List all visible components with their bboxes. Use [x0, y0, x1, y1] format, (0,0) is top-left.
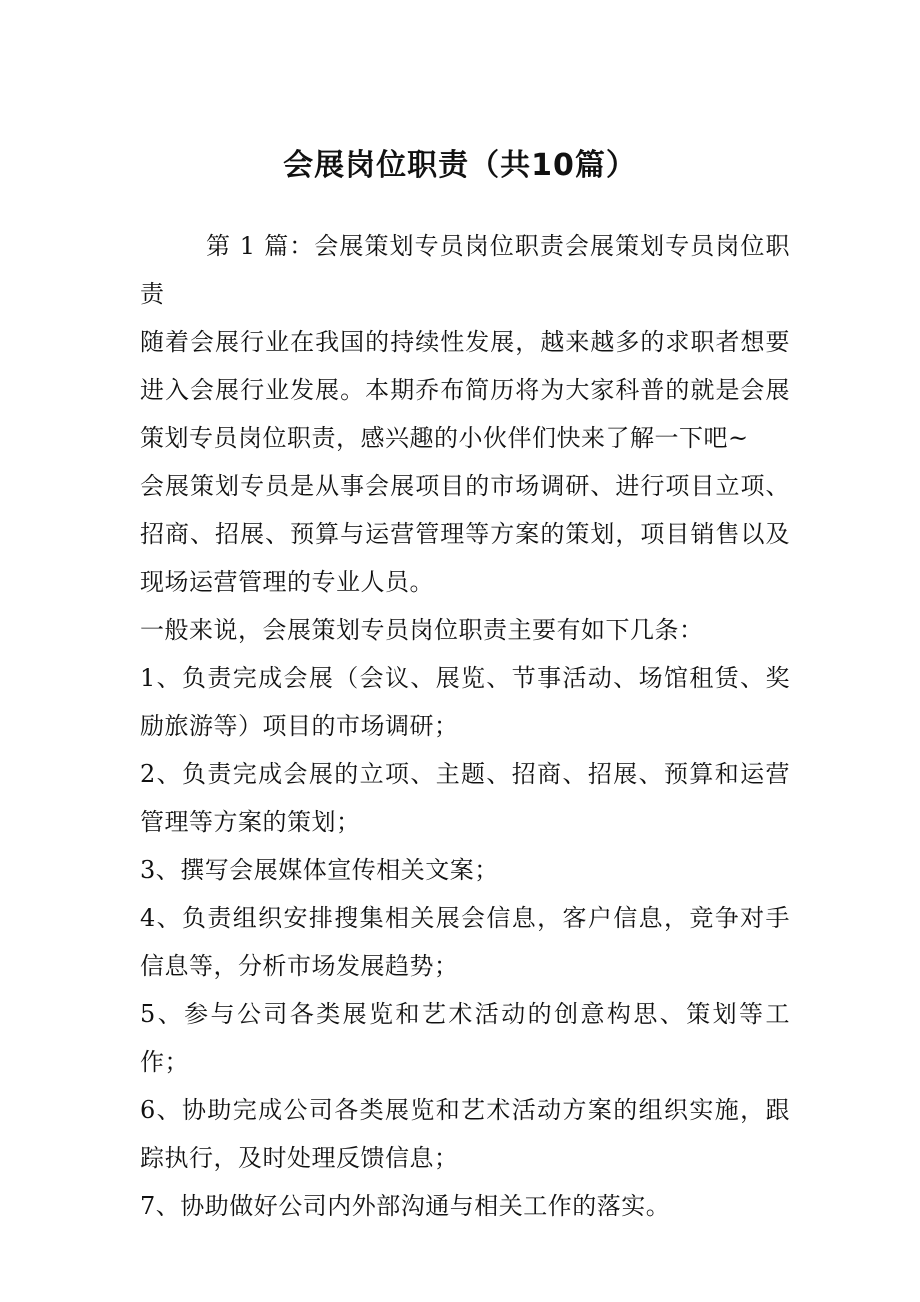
- list-item-duty-5: 5、参与公司各类展览和艺术活动的创意构思、策划等工作；: [140, 1000, 790, 1076]
- list-item-duty-1: 1、负责完成会展（会议、展览、节事活动、场馆租赁、奖励旅游等）项目的市场调研；: [140, 664, 790, 740]
- paragraph-list-lead: 一般来说，会展策划专员岗位职责主要有如下几条：: [140, 616, 704, 644]
- paragraph-section-heading: 第 1 篇：会展策划专员岗位职责会展策划专员岗位职责: [140, 232, 790, 308]
- list-item-duty-7: 7、协助做好公司内外部沟通与相关工作的落实。: [140, 1192, 671, 1220]
- list-item-duty-3: 3、撰写会展媒体宣传相关文案；: [140, 856, 499, 884]
- paragraph-intro: 随着会展行业在我国的持续性发展，越来越多的求职者想要进入会展行业发展。本期乔布简历将为大家科普的就是会展策划专员岗位职责，感兴趣的小伙伴们快来了解一下吧~: [140, 328, 790, 452]
- paragraph-definition: 会展策划专员是从事会展项目的市场调研、进行项目立项、招商、招展、预算与运营管理等方案的策划，项目销售以及现场运营管理的专业人员。: [140, 472, 790, 596]
- list-item-duty-6: 6、协助完成公司各类展览和艺术活动方案的组织实施，跟踪执行，及时处理反馈信息；: [140, 1096, 790, 1172]
- list-item-duty-4: 4、负责组织安排搜集相关展会信息，客户信息，竞争对手信息等，分析市场发展趋势；: [140, 904, 790, 980]
- list-item-duty-2: 2、负责完成会展的立项、主题、招商、招展、预算和运营管理等方案的策划；: [140, 760, 790, 836]
- document-body: [140, 222, 790, 1230]
- document-title: 会展岗位职责（共10篇）: [283, 148, 637, 183]
